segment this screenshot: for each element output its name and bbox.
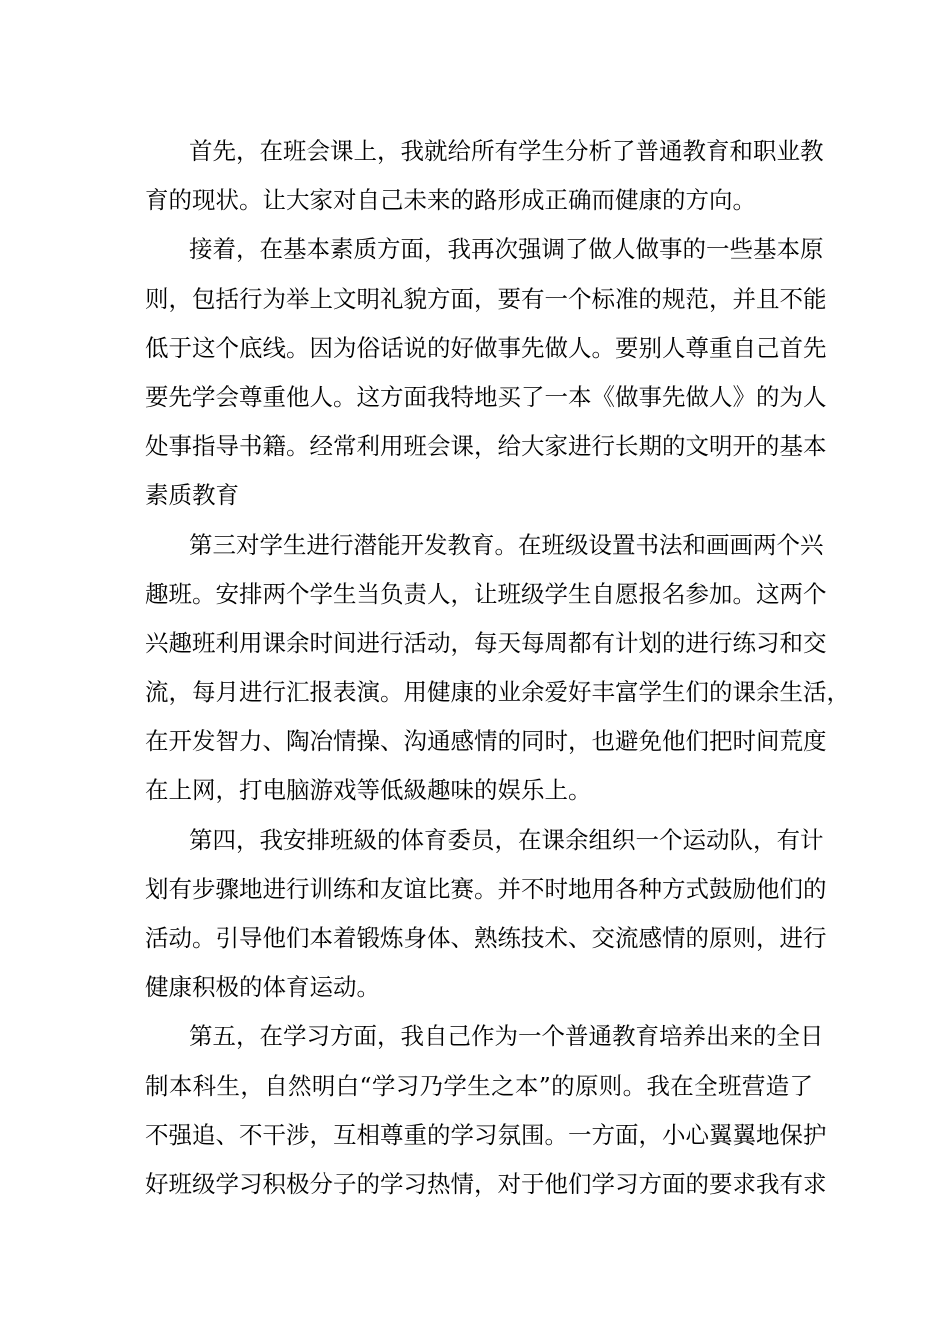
text-line: 划有步骤地进行训练和友谊比赛。并不时地用各种方式鼓励他们的 <box>145 874 827 903</box>
text-line: 第三对学生进行潜能开发教育。在班级设置书法和画画两个兴 <box>189 530 824 559</box>
text-line: 兴趣班利用课余时间进行活动，每天每周都有计划的进行练习和交 <box>145 628 827 657</box>
text-line: 第五，在学习方面，我自己作为一个普通教育培养出来的全日 <box>189 1022 824 1051</box>
text-line: 则，包括行为举上文明礼貌方面，要有一个标准的规范，并且不能 <box>145 284 827 313</box>
text-line: 低于这个底线。因为俗话说的好做事先做人。要别人尊重自己首先 <box>145 333 827 362</box>
text-line: 要先学会尊重他人。这方面我特地买了一本《做事先做人》的为人 <box>145 382 827 411</box>
text-line: 好班级学习积极分子的学习热情，对于他们学习方面的要求我有求 <box>145 1169 827 1198</box>
paragraph-4 <box>145 816 827 1013</box>
paragraph-3 <box>145 521 850 816</box>
text-line: 在上网，打电脑游戏等低級趣味的娱乐上。 <box>145 776 592 805</box>
text-line: 制本科生，自然明白“学习乃学生之本”的原则。我在全班营造了 <box>145 1071 813 1100</box>
text-line: 素质教育 <box>145 481 239 510</box>
text-line: 育的现状。让大家对自己未来的路形成正确而健康的方向。 <box>145 186 756 215</box>
text-line: 不强追、不干涉，互相尊重的学习氛围。一方面，小心翼翼地保护 <box>145 1120 827 1149</box>
paragraph-5 <box>145 1012 827 1209</box>
text-line: 流，每月进行汇报表演。用健康的业余爱好丰富学生们的课余生活， <box>145 678 850 707</box>
text-line: 第四，我安排班級的体育委员，在课余组织一个运动队，有计 <box>189 825 824 854</box>
paragraph-2 <box>145 225 827 520</box>
text-line: 在开发智力、陶冶情操、沟通感情的同时，也避免他们把时间荒度 <box>145 727 827 756</box>
text-line: 健康积极的体育运动。 <box>145 973 380 1002</box>
paragraph-1 <box>145 127 824 225</box>
text-line: 接着，在基本素质方面，我再次强调了做人做事的一些基本原 <box>189 235 824 264</box>
text-line: 活动。引导他们本着锻炼身体、熟练技术、交流感情的原则，进行 <box>145 924 827 952</box>
text-line: 趣班。安排两个学生当负责人，让班级学生自愿报名参加。这两个 <box>145 579 827 608</box>
text-line: 处事指导书籍。经常利用班会课，给大家进行长期的文明开的基本 <box>145 432 827 461</box>
document-body <box>145 127 850 1209</box>
text-line: 首先，在班会课上，我就给所有学生分析了普通教育和职业教 <box>189 137 824 165</box>
